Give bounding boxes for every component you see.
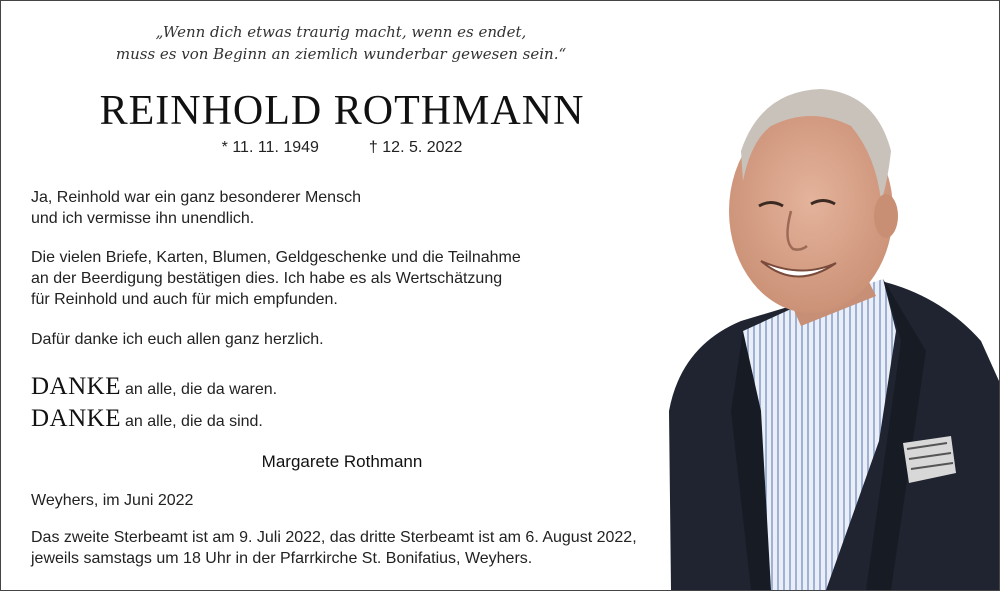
paragraph-line: Dafür danke ich euch allen ganz herzlich. bbox=[31, 331, 324, 348]
life-dates bbox=[1, 139, 683, 157]
thanks-line-1 bbox=[31, 373, 277, 401]
deceased-name: REINHOLD ROTHMANN bbox=[99, 88, 585, 134]
signer-name: Margarete Rothmann bbox=[261, 452, 423, 471]
birth-date: * 11. 11. 1949 bbox=[221, 139, 319, 156]
notice-line: Das zweite Sterbeamt ist am 9. Juli 2022, das dritte Sterbeamt ist am 6. August 2022, bbox=[31, 529, 637, 546]
paragraph-line: an der Beerdigung bestätigen dies. Ich habe es als Wertschätzung bbox=[31, 270, 503, 287]
paragraph-line: für Reinhold und auch für mich empfunden. bbox=[31, 291, 338, 308]
paragraph-line: Die vielen Briefe, Karten, Blumen, Geldgeschenke und die Teilnahme bbox=[31, 249, 521, 266]
paragraph-2 bbox=[31, 247, 521, 310]
thanks-word: DANKE bbox=[31, 373, 121, 400]
quote-line-2: muss es von Beginn an ziemlich wunderbar gewesen sein.“ bbox=[115, 45, 567, 63]
thanks-word: DANKE bbox=[31, 405, 121, 432]
place-date: Weyhers, im Juni 2022 bbox=[31, 492, 194, 509]
memorial-service-notice bbox=[31, 527, 637, 569]
paragraph-3 bbox=[31, 329, 324, 350]
paragraph-1 bbox=[31, 187, 361, 229]
thanks-text: an alle, die da waren. bbox=[125, 381, 278, 398]
paragraph-line: und ich vermisse ihn unendlich. bbox=[31, 210, 255, 227]
death-date: † 12. 5. 2022 bbox=[368, 139, 463, 156]
thanks-text: an alle, die da sind. bbox=[125, 413, 263, 430]
portrait-photo bbox=[651, 81, 999, 590]
notice-line: jeweils samstags um 18 Uhr in der Pfarrkirche St. Bonifatius, Weyhers. bbox=[31, 550, 533, 567]
thanks-line-2 bbox=[31, 405, 263, 433]
quote-line-1: „Wenn dich etwas traurig macht, wenn es endet, bbox=[155, 23, 527, 41]
paragraph-line: Ja, Reinhold war ein ganz besonderer Mensch bbox=[31, 189, 361, 206]
